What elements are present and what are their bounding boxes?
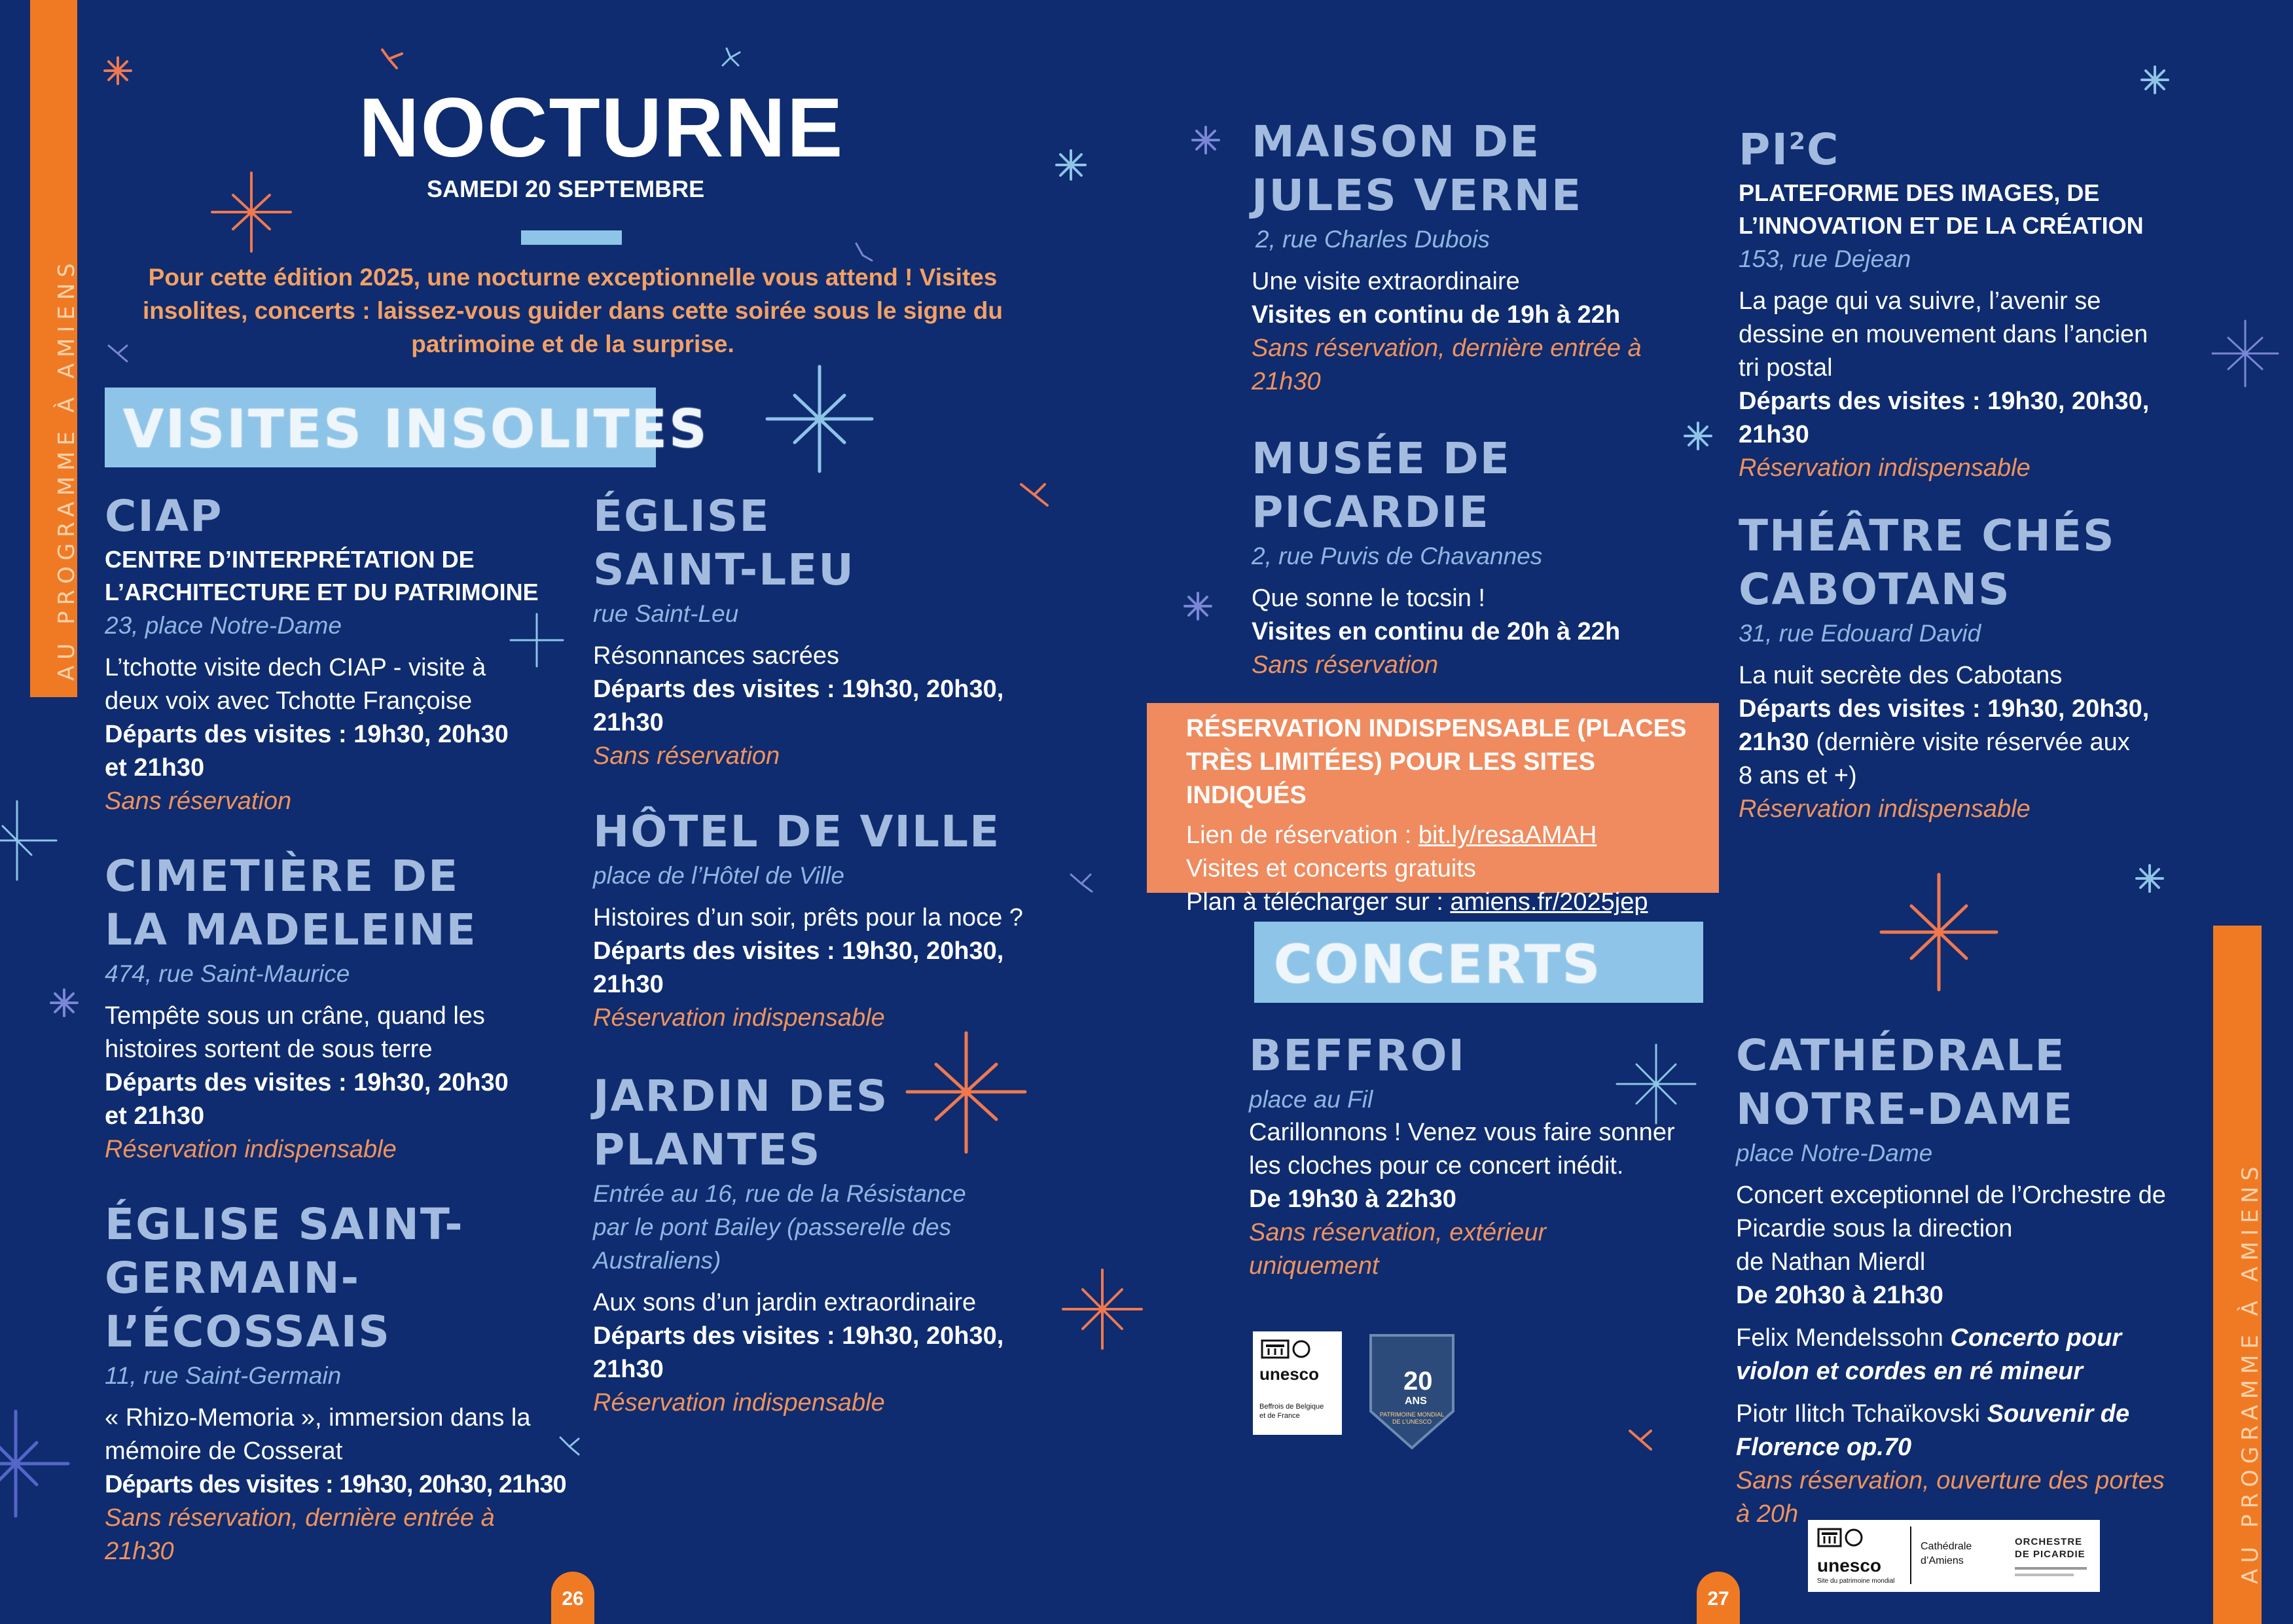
venue-address: 2, rue Puvis de Chavannes xyxy=(1252,543,1543,569)
venue-title: CIMETIÈRE DE xyxy=(105,851,460,901)
venue-title: HÔTEL DE VILLE xyxy=(593,806,1001,857)
venue-title: THÉÂTRE CHÉS xyxy=(1739,511,2116,561)
page-title: NOCTURNE xyxy=(359,81,844,175)
venue-address: place Notre-Dame xyxy=(1736,1140,1933,1166)
star-icon xyxy=(1881,875,1996,990)
venue-hotel-de-ville: HÔTEL DE VILLE place de l’Hôtel de Ville Histoires d’un soir, prêts pour la noce ? Départs des visites : 19h30, 20h30, 21h30 Réservation indispensable xyxy=(593,805,1051,1035)
venue-pi2c: $PI^2C$ PLATEFORME DES IMAGES, DE L’INNOVATION ET DE LA CRÉATION 153, rue Dejean La page qui va suivre, l’avenir se dessine en mouvement dans l’ancien tri postal Départs des visites : 19h30, 20h30, 21h30 Réservation indispensable xyxy=(1739,115,2197,485)
reservation-info-box: RÉSERVATION INDISPENSABLE (PLACES TRÈS LIMITÉES) POUR LES SITES INDIQUÉS Lien de réservation : bit.ly/resaAMAH Visites et concerts gratuits Plan à télécharger sur : amiens.fr/2025jep xyxy=(1147,703,1719,893)
venue-address: 153, rue Dejean xyxy=(1739,245,1911,272)
right-sidebar-text: AU PROGRAMME À AMIENS xyxy=(2237,1161,2264,1584)
star-icon xyxy=(382,50,402,68)
venue-musee-picardie: MUSÉE DE PICARDIE 2, rue Puvis de Chavannes Que sonne le tocsin ! Visites en continu de 20h à 22h Sans réservation xyxy=(1252,432,1710,682)
venue-cimetiere: CIMETIÈRE DE LA MADELEINE 474, rue Saint-Maurice Tempête sous un crâne, quand les histoires sortent de sous terre Départs des visites : 19h30, 20h30 et 21h30 Réservation indispensable xyxy=(105,850,563,1166)
reservation-link[interactable]: bit.ly/resaAMAH xyxy=(1418,821,1597,849)
venue-jules-verne: MAISON DE JULES VERNE 2, rue Charles Dubois Une visite extraordinaire Visites en continu de 19h à 22h Sans réservation, dernière entrée à 21h30 xyxy=(1252,115,1710,399)
venue-title: CATHÉDRALE xyxy=(1736,1030,2066,1081)
unesco-cathedrale-logo: unesco Site du patrimoine mondial Cathédrale d’Amiens xyxy=(1808,1520,2016,1592)
left-sidebar-text: AU PROGRAMME À AMIENS xyxy=(54,257,80,681)
orchestre-picardie-logo: ORCHESTRE DE PICARDIE xyxy=(2007,1520,2100,1592)
venue-address: place de l’Hôtel de Ville xyxy=(593,862,844,889)
venue-ciap: CIAP CENTRE D’INTERPRÉTATION DE L’ARCHITECTURE ET DU PATRIMOINE 23, place Notre-Dame L’tchotte visite dech CIAP - visite à deux voix avec Tchotte Françoise Départs des visites : 19h30, 20h30 et 21h30 Sans réservation xyxy=(105,490,563,818)
unesco-logo: unesco Beffrois de Belgique et de France xyxy=(1253,1331,1342,1435)
venue-beffroi: BEFFROI place au Fil Carillonnons ! Venez vous faire sonner les cloches pour ce concert inédit. De 19h30 à 22h30 Sans réservation, extérieur uniquement xyxy=(1249,1029,1707,1283)
star-icon xyxy=(856,244,872,261)
venue-title: ÉGLISE SAINT- xyxy=(105,1199,464,1250)
star-icon xyxy=(1193,127,1219,153)
title-divider xyxy=(521,230,622,245)
venue-title: MUSÉE DE xyxy=(1252,433,1511,484)
venue-saint-germain: ÉGLISE SAINT- GERMAIN- L’ÉCOSSAIS 11, rue Saint-Germain « Rhizo-Memoria », immersion dans la mémoire de Cosserat Départs des visites : 19h30, 20h30, 21h30 Sans réservation, dernière entrée à 21h30 xyxy=(105,1198,589,1568)
venue-ches-cabotans: THÉÂTRE CHÉS CABOTANS 31, rue Edouard David La nuit secrète des Cabotans Départs des visites : 19h30, 20h30, 21h30 (dernière visite réservée aux 8 ans et +) Réservation indispensable xyxy=(1739,509,2197,826)
star-icon xyxy=(1063,1270,1142,1348)
venue-saint-leu: ÉGLISE SAINT-LEU rue Saint-Leu Résonnances sacrées Départs des visites : 19h30, 20h30, 21h30 Sans réservation xyxy=(593,490,1051,773)
beffrois-20-ans-badge: 20 ANS PATRIMOINE MONDIAL DE L’UNESCO xyxy=(1368,1333,1456,1451)
venue-address: 11, rue Saint-Germain xyxy=(105,1362,342,1389)
star-icon xyxy=(723,48,740,65)
venue-address: 2, rue Charles Dubois xyxy=(1255,226,1490,253)
page-date: SAMEDI 20 SEPTEMBRE xyxy=(427,175,705,202)
section-title-concerts: CONCERTS xyxy=(1274,934,1602,995)
venue-cathedrale: CATHÉDRALE NOTRE-DAME place Notre-Dame Concert exceptionnel de l’Orchestre de Picardie sous la direction de Nathan Mierdl De 20h30 à 21h30 Felix Mendelssohn Concerto pour violon et cordes en ré mineur Piotr Ilitch Tchaïkovski Souvenir de Florence op.70 Sans réservation, ouverture des portes à 20h xyxy=(1736,1029,2207,1531)
venue-title: CIAP xyxy=(105,491,223,541)
star-icon xyxy=(1056,151,1085,179)
star-icon xyxy=(1185,593,1211,619)
page-number-right: 27 xyxy=(1697,1572,1740,1624)
venue-address: 31, rue Edouard David xyxy=(1739,620,1981,647)
venue-title: MAISON DE xyxy=(1252,117,1541,167)
star-icon xyxy=(2212,321,2278,386)
star-icon xyxy=(0,801,56,880)
star-icon xyxy=(1071,875,1092,892)
map-download-link[interactable]: amiens.fr/2025jep xyxy=(1450,888,1648,916)
unesco-temple-icon xyxy=(1816,1525,1868,1558)
venue-address: place au Fil xyxy=(1249,1086,1373,1113)
star-icon xyxy=(2137,865,2163,892)
star-icon xyxy=(105,58,131,84)
star-icon xyxy=(2142,67,2168,93)
venue-address: rue Saint-Leu xyxy=(593,600,739,627)
star-icon xyxy=(1630,1431,1651,1449)
star-icon xyxy=(767,367,872,471)
star-icon xyxy=(0,1411,68,1516)
star-icon xyxy=(51,990,77,1016)
star-icon xyxy=(212,173,291,251)
venue-address: 474, rue Saint-Maurice xyxy=(105,960,350,987)
venue-title: $PI^2C$ xyxy=(1739,124,1840,175)
venue-title: BEFFROI xyxy=(1249,1030,1466,1081)
venue-address: 23, place Notre-Dame xyxy=(105,612,342,639)
venue-title: ÉGLISE xyxy=(593,491,770,541)
page-number-left: 26 xyxy=(551,1572,594,1624)
intro-text: Pour cette édition 2025, une nocturne exceptionnelle vous attend ! Visites insolites, concerts : laissez-vous guider dans cette soirée sous le signe du patrimoine et de la surprise. xyxy=(143,264,1003,357)
venue-jardin-des-plantes: JARDIN DES PLANTES Entrée au 16, rue de la Résistance par le pont Bailey (passerelle des Australiens) Aux sons d’un jardin extraordinaire Départs des visites : 19h30, 20h30, 21h30 Réservation indispensable xyxy=(593,1070,1051,1420)
section-title-visites: VISITES INSOLITES xyxy=(123,399,709,460)
venue-title: JARDIN DES xyxy=(593,1071,889,1121)
venue-address: Entrée au 16, rue de la Résistance xyxy=(593,1180,966,1207)
